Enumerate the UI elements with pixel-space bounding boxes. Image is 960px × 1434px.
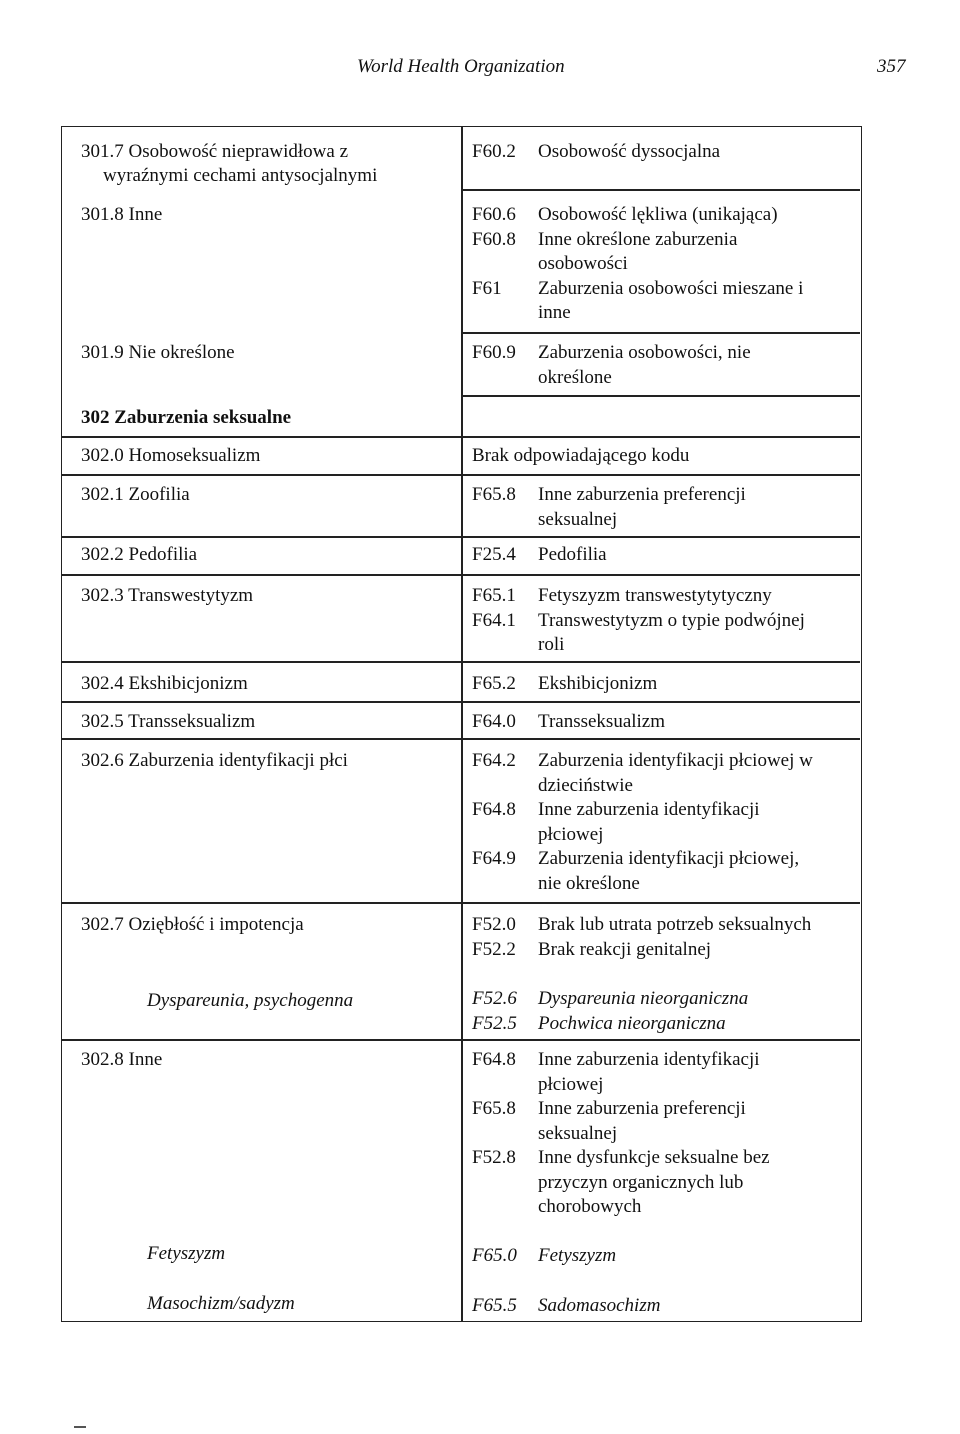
icd10-entry: F60.2 Osobowość dyssocjalna xyxy=(472,141,721,162)
icd10-entry: F60.9 Zaburzenia osobowości, nie xyxy=(472,342,751,363)
section-heading: 302 Zaburzenia seksualne xyxy=(81,407,292,428)
icd9-cell: 302.0 Homoseksualizm xyxy=(81,445,261,466)
icd10-cell xyxy=(472,341,860,390)
icd10-cell: F64.2 Zaburzenia identyfikacji płciowej w dzieciństwie F64.8 Inne zaburzenia identyfikacji płciowej F64.9 Zaburzenia identyfikacji płciowej, nie określone xyxy=(472,750,813,894)
icd10-cell: F25.4 Pedofilia xyxy=(472,544,607,565)
page-mark xyxy=(74,1426,86,1428)
row-divider xyxy=(62,436,860,438)
icd9-entry-continuation: wyraźnymi cechami antysocjalnymi xyxy=(103,165,378,186)
icd10-entry: F61 Zaburzenia osobowości mieszane i xyxy=(472,277,804,299)
row-divider xyxy=(62,474,860,476)
icd10-entry: F60.6 Osobowość lękliwa (unikająca) xyxy=(472,204,778,225)
icd10-entry: F60.8 Inne określone zaburzenia xyxy=(472,228,738,250)
running-title: World Health Organization xyxy=(357,56,565,77)
row-divider xyxy=(62,1039,860,1041)
running-header xyxy=(0,56,960,86)
icd10-entry: osobowości xyxy=(538,253,628,274)
icd10-cell xyxy=(472,140,860,165)
row-divider xyxy=(462,395,860,397)
icd9-entry: 301.9 Nie określone xyxy=(81,342,235,363)
row-divider xyxy=(62,701,860,703)
icd10-cell: F65.8 Inne zaburzenia preferencji seksualnej xyxy=(472,484,746,530)
column-divider xyxy=(461,127,463,1322)
icd10-cell: Brak odpowiadającego kodu xyxy=(472,445,690,466)
row-divider xyxy=(62,902,860,904)
icd9-cell: 302.8 Inne Fetyszyzm Masochizm/sadyzm xyxy=(81,1049,295,1314)
icd9-cell: 302.3 Transwestytyzm xyxy=(81,585,254,606)
icd10-cell: F64.0 Transseksualizm xyxy=(472,711,666,732)
icd9-cell xyxy=(81,203,453,227)
icd10-entry: inne xyxy=(538,302,571,323)
row-divider xyxy=(62,738,860,740)
icd10-cell: F64.8 Inne zaburzenia identyfikacji płciowej F65.8 Inne zaburzenia preferencji seksualnej F52.8 Inne dysfunkcje seksualne bez przyczyn organicznych lub chorobowych F65.0 Fetyszyzm F65.5 Sadomasochizm xyxy=(472,1049,770,1316)
icd9-entry: 301.8 Inne xyxy=(81,204,163,225)
icd10-cell xyxy=(472,203,860,326)
icd9-cell xyxy=(81,341,453,365)
row-divider xyxy=(62,661,860,663)
row-divider xyxy=(462,189,860,191)
row-divider xyxy=(62,536,860,538)
icd9-cell: 302.4 Ekshibicjonizm xyxy=(81,673,248,694)
icd10-cell: F65.2 Ekshibicjonizm xyxy=(472,673,658,694)
classification-table xyxy=(61,126,862,1322)
row-divider xyxy=(462,332,860,334)
icd9-cell: 302.6 Zaburzenia identyfikacji płci xyxy=(81,750,348,771)
icd9-cell: 302.5 Transseksualizm xyxy=(81,711,256,732)
icd10-cell: F65.1 Fetyszyzm transwestytytyczny F64.1 Transwestytyzm o typie podwójnej roli xyxy=(472,585,805,655)
icd9-cell: 302.1 Zoofilia xyxy=(81,484,190,505)
icd9-cell: 302.7 Oziębłość i impotencja Dyspareunia, psychogenna xyxy=(81,914,354,1011)
icd9-cell: 302.2 Pedofilia xyxy=(81,544,198,565)
row-divider xyxy=(62,574,860,576)
icd9-entry: 301.7 Osobowość nieprawidłowa z xyxy=(81,141,349,162)
icd10-cell: F52.0 Brak lub utrata potrzeb seksualnych F52.2 Brak reakcji genitalnej F52.6 Dyspareunia nieorganiczna F52.5 Pochwica nieorganiczna xyxy=(472,914,812,1034)
icd9-cell xyxy=(81,140,453,188)
icd10-entry: określone xyxy=(538,366,612,388)
page-number: 357 xyxy=(877,56,906,77)
